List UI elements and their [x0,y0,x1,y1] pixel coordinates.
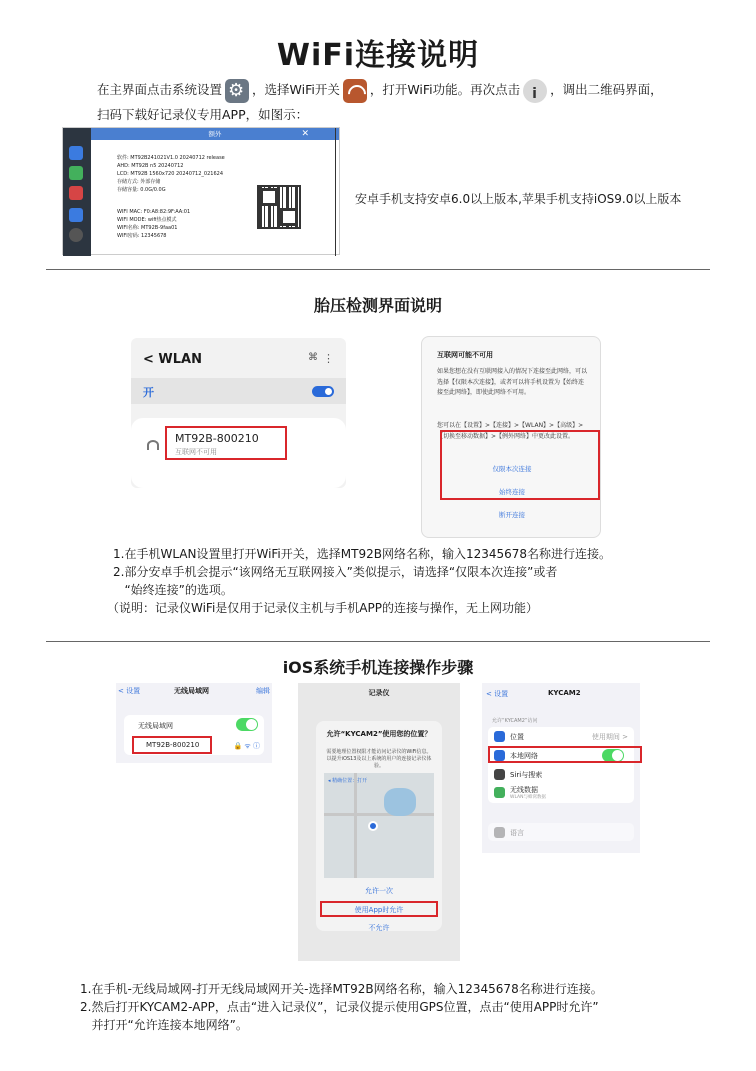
wlan-on-label: 开 [143,386,154,399]
highlight-box [488,746,642,763]
step-line: 1.在手机WLAN设置里打开WiFi开关，选择MT92B网络名称，输入12345678名称进行连接。 [113,547,612,561]
intro-line-2: 扫码下载好记录仪专用APP，如图示： [97,107,309,122]
highlight-box [132,736,212,754]
device-screenshot [62,127,340,255]
step-line: 2.部分安卓手机会提示“该网络无互联网接入”类似提示，请选择“仅限本次连接”或者 [113,565,558,579]
permissions-group [488,727,634,803]
dialog-paragraph-1: 如果您想在没有互联网接入的情况下连接至此网络，可以选择【仅限本次连接】，或者可以将手机设置为【始终连接至此网络】，即使此网络不可用。 [437,368,588,396]
map-road [324,813,434,816]
location-icon [494,731,505,742]
dialog-description: 需要地理位置权限才能访问记录仪的WiFi信息。以提升iOS13及以上系统的用户的连接记录仪体验。 [326,749,432,769]
group-header: 允许“KYCAM2”访问 [492,718,538,724]
language-label: 语言 [510,829,524,837]
ios-app-settings-screenshot [482,683,640,853]
gear-icon [225,79,249,103]
location-value: 使用期间 > [591,733,628,741]
step-line: 1.在手机-无线局域网-打开无线局域网开关-选择MT92B网络名称，输入12345678名称进行连接。 [80,982,603,996]
sound-icon [69,186,83,200]
globe-icon [494,827,505,838]
app-title: 记录仪 [368,689,390,697]
location-dialog [316,721,442,931]
wlan-group [124,715,264,755]
map-preview [324,773,434,878]
local-network-label: 本地网络 [510,752,538,760]
wireless-data-label: 无线数据 [510,786,538,794]
device-info-wifi: WIFI MAC: F0:A8:82:9F:AA:01 WIFI MODE: wifi热点模式 WIFI名称: MT92B-9faa01 WIFI密码: 12345678 [117,209,191,239]
dialog-heading: 互联网可能不可用 [437,351,493,359]
siri-label: Siri与搜索 [510,771,543,779]
dialog-paragraph-2: 您可以在【设置】>【连接】>【WLAN】>【高级】>【切换至移动数据】>【例外网络】中更改此设置。 [437,422,584,440]
section-divider [46,269,710,270]
android-wlan-screenshot [131,338,346,488]
language-group [488,823,634,841]
location-label: 位置 [510,733,524,741]
network-status: 互联网不可用 [175,448,217,456]
bluetooth-icon [69,208,83,222]
divider [335,128,336,256]
phone-support-note: 安卓手机支持安卓6.0以上版本,苹果手机支持iOS9.0以上版本 [355,192,682,206]
qr-code [257,185,301,229]
wireless-data-sub: WLAN与蜂窝数据 [510,795,547,800]
android-steps [107,545,612,617]
wlan-label: 无线局域网 [138,722,173,730]
intro-text-c: ，打开WiFi功能。再次点击 [369,82,521,97]
camera-icon [69,166,83,180]
back-button: < WLAN [143,352,202,367]
wifi-icon [147,440,159,450]
location-pin-icon [368,821,378,831]
info-icon [523,79,547,103]
device-info-software: 软件: MT92B241021V1.0 20240712 release AHD: MT92B n5 20240712 LCD: MT92B 1560x720 20240712_021624 存储方式: 外部存储 存储容量: 0.0G/0.0G [117,155,225,193]
ios-wlan-screenshot [116,683,272,763]
section-divider [46,641,710,642]
record-icon [69,228,83,242]
no-internet-dialog [421,336,601,538]
nav-title: KYCAM2 [548,689,581,697]
dialog-prompt: 允许“KYCAM2”使用您的位置？ [326,730,432,738]
connect-once-option: 仅限本次连接 [492,465,532,473]
intro-text-b: ，选择WiFi开关 [252,82,340,97]
home-icon [69,146,83,160]
allow-once-button: 允许一次 [365,887,393,895]
wlan-toggle [312,386,334,397]
step-line: （说明：记录仪WiFi是仅用于记录仪主机与手机APP的连接与操作，无上网功能） [107,601,538,615]
intro-text-d: ，调出二维码界面， [550,82,663,97]
highlight-box [440,430,600,500]
deny-button: 不允许 [368,924,390,931]
nav-title: 无线局域网 [174,687,209,695]
network-status-icons: 🔒 ᯤ ⓘ [233,742,260,750]
step-line: “始终连接”的选项。 [113,583,233,597]
intro-line-1 [97,77,717,103]
back-button: < 设置 [486,690,509,698]
scan-icon: ⌘ [308,352,318,363]
network-name: MT92B-800210 [175,432,259,445]
section-title: iOS系统手机连接操作步骤 [282,658,474,677]
step-line: 并打开“允许连接本地网络”。 [80,1018,248,1032]
wifi-icon [343,79,367,103]
map-lake [384,788,416,816]
wlan-toggle [236,718,258,731]
allow-while-using-button: 使用App时允许 [354,906,404,914]
edit-button: 编辑 [256,687,270,695]
intro-text-a: 在主界面点击系统设置 [97,82,223,97]
back-button: < 设置 [118,687,141,695]
step-line: 2.然后打开KYCAM2-APP，点击“进入记录仪”，记录仪提示使用GPS位置，点击“使用APP时允许” [80,1000,599,1014]
close-icon: ✕ [301,129,309,139]
siri-icon [494,769,505,780]
precise-location: ◂ 精确位置：打开 [328,778,368,784]
ios-location-prompt-screenshot [298,683,460,961]
highlight-box [165,426,287,460]
section-title: 胎压检测界面说明 [313,296,442,315]
highlight-box [320,901,438,917]
network-card [131,418,346,488]
page-title: WiFi连接说明 [276,38,480,73]
device-header-label: 额外 [208,130,222,138]
disconnect-option: 断开连接 [499,511,525,519]
device-header [91,128,339,140]
network-name: MT92B-800210 [146,741,200,749]
map-road [354,773,357,878]
device-sidebar [63,128,91,256]
cellular-icon [494,787,505,798]
always-connect-option: 始终连接 [499,488,525,496]
ios-steps [80,980,603,1034]
wlan-switch-row [131,378,346,404]
more-icon: ⋮ [323,352,334,365]
